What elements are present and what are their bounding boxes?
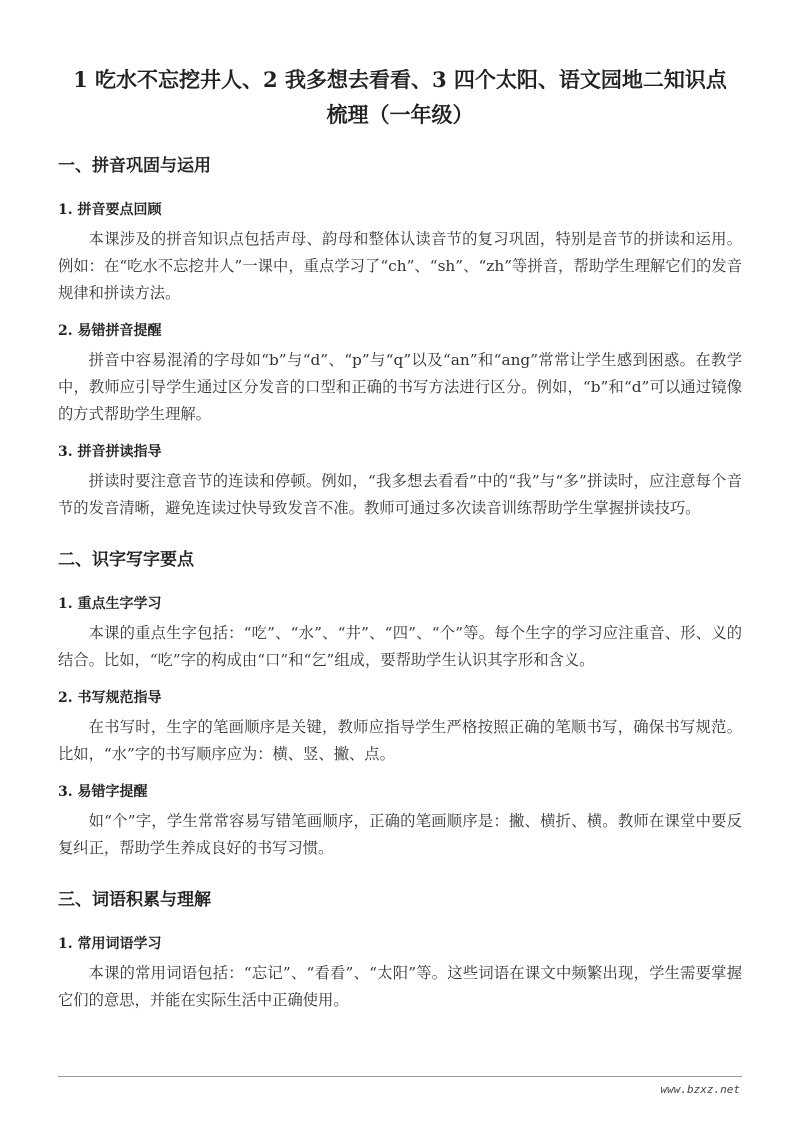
subheading: 2. 书写规范指导 [58, 690, 162, 706]
footer-divider [58, 1076, 742, 1077]
title-line-1: 1 吃水不忘挖井人、2 我多想去看看、3 四个太阳、语文园地二知识点 [73, 67, 727, 92]
subheading: 1. 重点生字学习 [58, 596, 162, 612]
paragraph: 拼音中容易混淆的字母如“b”与“d”、“p”与“q”以及“an”和“ang”常常让学生感到困惑。在教学中，教师应引导学生通过区分发音的口型和正确的书写方法进行区分。例如，“b”和“d”可以通过镜像的方式帮助学生理解。 [58, 351, 742, 423]
section-heading-pinyin: 一、拼音巩固与运用 [58, 156, 211, 176]
paragraph: 如“个”字，学生常常容易写错笔画顺序，正确的笔画顺序是：撇、横折、横。教师在课堂中要反复纠正，帮助学生养成良好的书写习惯。 [58, 812, 742, 857]
paragraph: 本课涉及的拼音知识点包括声母、韵母和整体认读音节的复习巩固，特别是音节的拼读和运用。例如：在“吃水不忘挖井人”一课中，重点学习了“ch”、“sh”、“zh”等拼音，帮助学生理解它们的发音规律和拼读方法。 [58, 230, 742, 302]
document-title [50, 62, 750, 132]
subheading: 1. 常用词语学习 [58, 936, 162, 952]
subheading: 3. 易错字提醒 [58, 784, 148, 800]
document-body [58, 154, 742, 1014]
footer-url: www.bzxz.net [660, 1083, 740, 1096]
title-line-2: 梳理（一年级） [326, 102, 474, 127]
paragraph: 本课的常用词语包括：“忘记”、“看看”、“太阳”等。这些词语在课文中频繁出现，学生需要掌握它们的意思，并能在实际生活中正确使用。 [58, 964, 742, 1009]
section-heading-characters: 二、识字写字要点 [58, 550, 194, 570]
paragraph: 在书写时，生字的笔画顺序是关键，教师应指导学生严格按照正确的笔顺书写，确保书写规范。比如，“水”字的书写顺序应为：横、竖、撇、点。 [58, 718, 742, 763]
subheading: 3. 拼音拼读指导 [58, 444, 162, 460]
subheading: 2. 易错拼音提醒 [58, 323, 162, 339]
paragraph: 本课的重点生字包括：“吃”、“水”、“井”、“四”、“个”等。每个生字的学习应注重音、形、义的结合。比如，“吃”字的构成由“口”和“乞”组成，要帮助学生认识其字形和含义。 [58, 624, 742, 669]
section-heading-vocabulary: 三、词语积累与理解 [58, 890, 211, 910]
paragraph: 拼读时要注意音节的连读和停顿。例如，“我多想去看看”中的“我”与“多”拼读时，应注意每个音节的发音清晰，避免连读过快导致发音不准。教师可通过多次读音训练帮助学生掌握拼读技巧。 [58, 472, 742, 517]
subheading: 1. 拼音要点回顾 [58, 202, 162, 218]
